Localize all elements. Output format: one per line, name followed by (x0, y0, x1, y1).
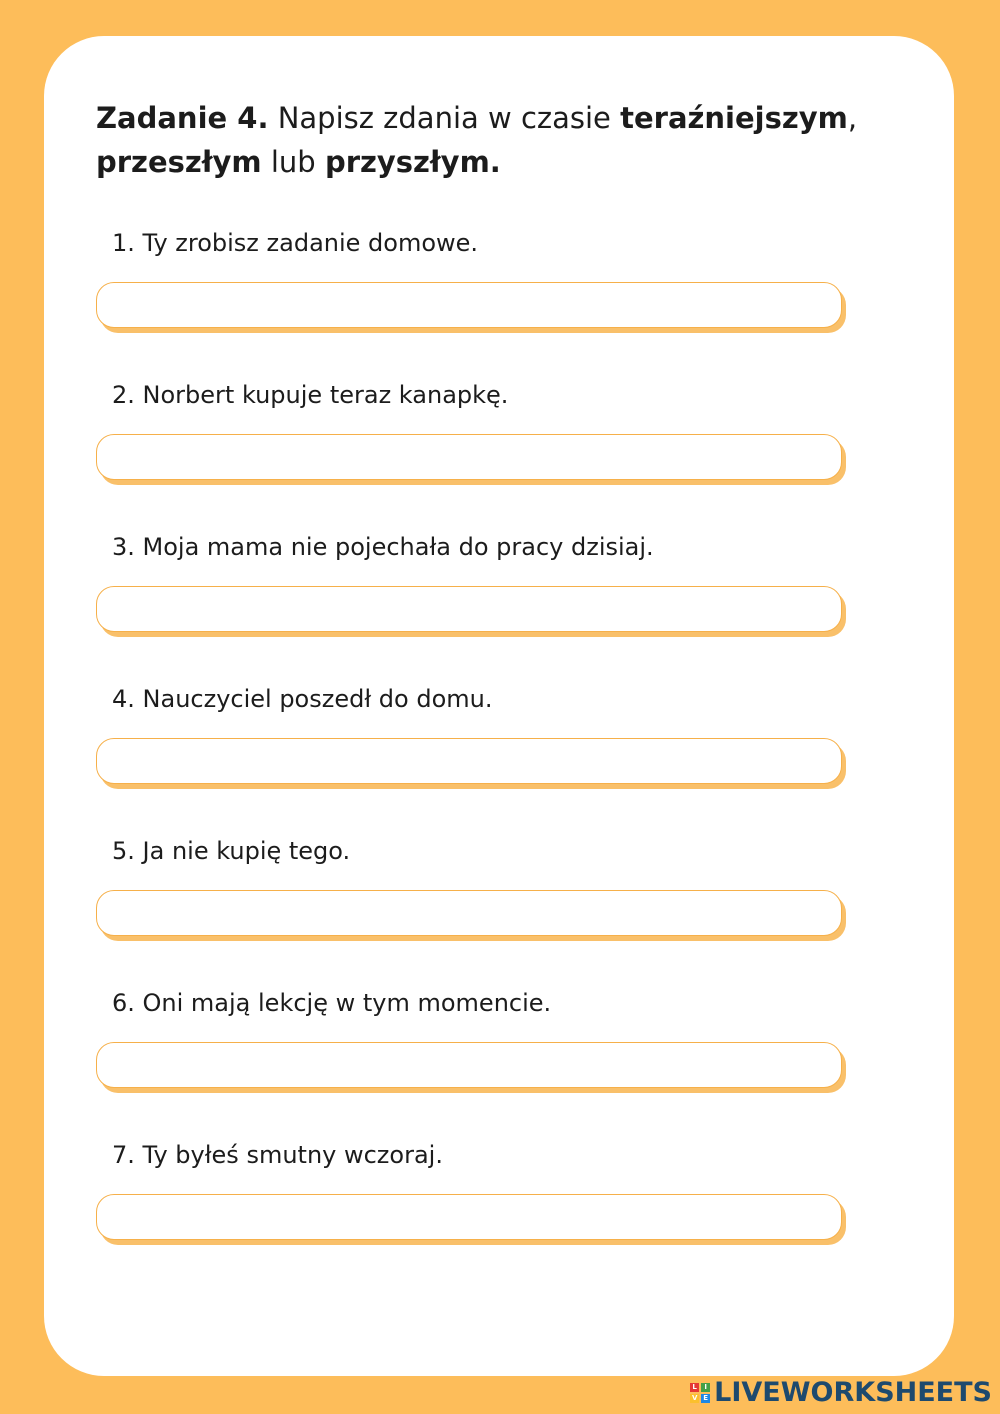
item-2-answer-input[interactable] (96, 434, 842, 480)
tense-future: przyszłym. (324, 145, 501, 179)
item-6-label: 6. Oni mają lekcję w tym momencie. (112, 989, 552, 1017)
logo-letter: V (691, 1393, 698, 1402)
brand-name: LIVEWORKSHEETS (714, 1377, 992, 1408)
liveworksheets-logo-icon (690, 1383, 710, 1403)
item-2-label: 2. Norbert kupuje teraz kanapkę. (112, 381, 509, 409)
logo-letter: I (701, 1383, 710, 1392)
item-3-answer-input[interactable] (96, 586, 842, 632)
item-5-answer-input[interactable] (96, 890, 842, 936)
item-1-answer-input[interactable] (96, 282, 842, 328)
instruction-text-2: lub (261, 145, 325, 179)
tense-past: przeszłym (96, 145, 262, 179)
item-7-label: 7. Ty byłeś smutny wczoraj. (112, 1141, 443, 1169)
item-1-label: 1. Ty zrobisz zadanie domowe. (112, 229, 479, 257)
task-instruction (96, 96, 876, 184)
instruction-text-1: Napisz zdania w czasie (268, 101, 621, 135)
item-5-label: 5. Ja nie kupię tego. (112, 837, 351, 865)
logo-letter: L (690, 1383, 699, 1392)
liveworksheets-brand[interactable] (690, 1377, 992, 1408)
task-number: Zadanie 4. (96, 101, 269, 135)
item-4-answer-input[interactable] (96, 738, 842, 784)
tense-present: teraźniejszym (620, 101, 848, 135)
logo-letter: E (701, 1394, 710, 1403)
item-4-label: 4. Nauczyciel poszedł do domu. (112, 685, 493, 713)
item-3-label: 3. Moja mama nie pojechała do pracy dzisiaj. (112, 533, 654, 561)
item-6-answer-input[interactable] (96, 1042, 842, 1088)
instruction-comma: , (847, 101, 858, 135)
item-7-answer-input[interactable] (96, 1194, 842, 1240)
